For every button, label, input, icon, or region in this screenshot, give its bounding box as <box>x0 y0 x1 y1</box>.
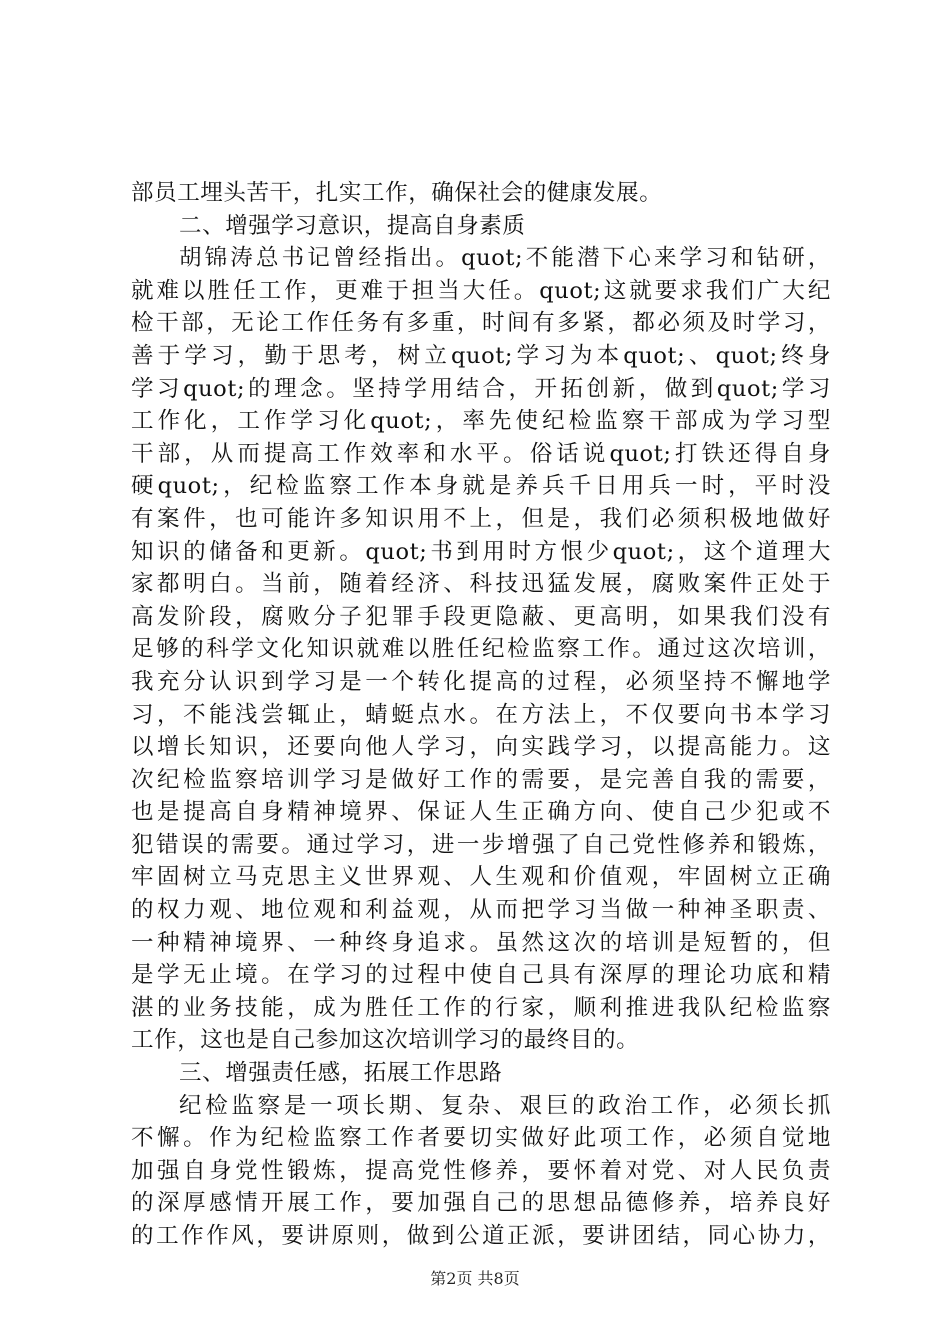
text-line: 干部，从而提高工作效率和水平。俗话说quot;打铁还得自身 <box>131 440 831 467</box>
text-line: 高发阶段，腐败分子犯罪手段更隐蔽、更高明，如果我们没有 <box>131 603 831 630</box>
text-line: 的权力观、地位观和利益观，从而把学习当做一种神圣职责、 <box>131 897 831 924</box>
text-line: 有案件，也可能许多知识用不上，但是，我们必须积极地做好 <box>131 505 831 532</box>
text-line: 湛的业务技能，成为胜任工作的行家，顺利推进我队纪检监察 <box>131 994 831 1021</box>
text-line: 是学无止境。在学习的过程中使自己具有深厚的理论功底和精 <box>131 962 831 989</box>
text-line: 纪检监察是一项长期、复杂、艰巨的政治工作，必须长抓 <box>179 1092 831 1119</box>
text-line: 牢固树立马克思主义世界观、人生观和价值观，牢固树立正确 <box>131 864 831 891</box>
text-line: 习，不能浅尝辄止，蜻蜓点水。在方法上，不仅要向书本学习 <box>131 701 831 728</box>
text-line: 足够的科学文化知识就难以胜任纪检监察工作。通过这次培训， <box>131 636 831 663</box>
text-line: 工作，这也是自己参加这次培训学习的最终目的。 <box>131 1027 640 1054</box>
text-line: 的深厚感情开展工作，要加强自己的思想品德修养，培养良好 <box>131 1190 831 1217</box>
text-line: 次纪检监察培训学习是做好工作的需要，是完善自我的需要， <box>131 766 831 793</box>
text-line: 我充分认识到学习是一个转化提高的过程，必须坚持不懈地学 <box>131 668 831 695</box>
page-footer <box>0 1266 950 1289</box>
text-line: 家都明白。当前，随着经济、科技迅猛发展，腐败案件正处于 <box>131 571 831 598</box>
text-line: 硬quot;，纪检监察工作本身就是养兵千日用兵一时，平时没 <box>131 473 831 500</box>
document-body <box>131 177 831 1253</box>
text-line: 检干部，无论工作任务有多重，时间有多紧，都必须及时学习， <box>131 310 831 337</box>
text-line: 学习quot;的理念。坚持学用结合，开拓创新，做到quot;学习 <box>131 375 831 402</box>
text-line: 工作化，工作学习化quot;，率先使纪检监察干部成为学习型 <box>131 408 831 435</box>
text-line: 知识的储备和更新。quot;书到用时方恨少quot;，这个道理大 <box>131 538 831 565</box>
text-line: 不懈。作为纪检监察工作者要切实做好此项工作，必须自觉地 <box>131 1125 831 1152</box>
text-line: 就难以胜任工作，更难于担当大任。quot;这就要求我们广大纪 <box>131 277 831 304</box>
text-line: 加强自身党性锻炼，提高党性修养，要怀着对党、对人民负责 <box>131 1157 831 1184</box>
page-number: 第2页 共8页 <box>430 1269 520 1288</box>
text-line: 三、增强责任感，拓展工作思路 <box>179 1060 503 1087</box>
text-line: 善于学习，勤于思考，树立quot;学习为本quot;、quot;终身 <box>131 342 831 369</box>
text-line: 犯错误的需要。通过学习，进一步增强了自己党性修养和锻炼， <box>131 831 831 858</box>
text-line: 一种精神境界、一种终身追求。虽然这次的培训是短暂的，但 <box>131 929 831 956</box>
text-line: 以增长知识，还要向他人学习，向实践学习，以提高能力。这 <box>131 734 831 761</box>
text-line: 也是提高自身精神境界、保证人生正确方向、使自己少犯或不 <box>131 799 831 826</box>
text-line: 的工作作风，要讲原则，做到公道正派，要讲团结，同心协力， <box>131 1223 831 1249</box>
text-line: 部员工埋头苦干，扎实工作，确保社会的健康发展。 <box>131 180 663 206</box>
text-line: 胡锦涛总书记曾经指出。quot;不能潜下心来学习和钻研， <box>179 245 831 272</box>
text-line: 二、增强学习意识，提高自身素质 <box>179 212 526 239</box>
